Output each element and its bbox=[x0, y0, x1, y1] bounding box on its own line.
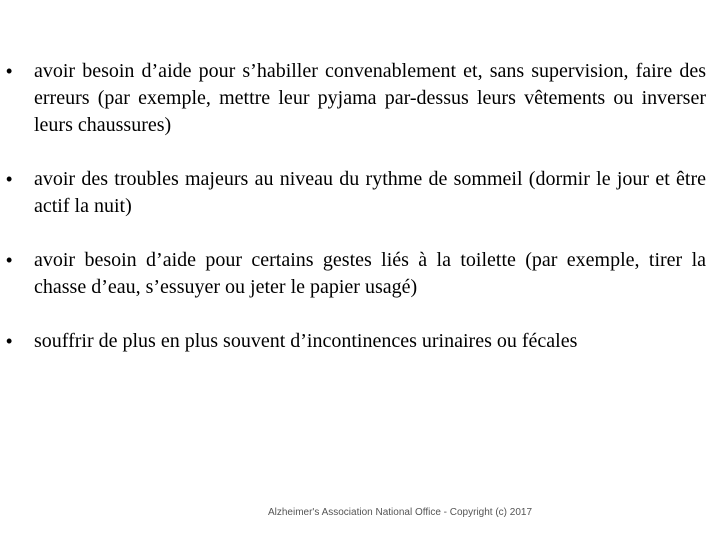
bullet-text: avoir besoin d’aide pour s’habiller convenablement et, sans supervision, faire des erreurs (par exemple, mettre leur pyjama par-dessus leurs vêtements ou inverser leurs chaussures) bbox=[34, 60, 706, 136]
bullet-item-toilet bbox=[0, 247, 720, 301]
bullet-text: avoir besoin d’aide pour certains gestes liés à la toilette (par exemple, tirer la chasse d’eau, s’essuyer ou jeter le papier usagé) bbox=[34, 249, 706, 298]
footer-copyright: Alzheimer's Association National Office - Copyright (c) 2017 bbox=[267, 507, 533, 518]
bullet-icon: • bbox=[6, 250, 13, 270]
bullet-icon: • bbox=[6, 331, 13, 351]
bullet-item-dressing bbox=[0, 58, 720, 139]
bullet-item-sleep bbox=[0, 166, 720, 220]
bullet-icon: • bbox=[6, 61, 13, 81]
bullet-text: souffrir de plus en plus souvent d’incontinences urinaires ou fécales bbox=[34, 330, 578, 352]
bullet-icon: • bbox=[6, 169, 13, 189]
bullet-list bbox=[0, 58, 720, 382]
bullet-text: avoir des troubles majeurs au niveau du rythme de sommeil (dormir le jour et être actif la nuit) bbox=[34, 168, 706, 217]
bullet-item-incontinence bbox=[0, 328, 720, 355]
